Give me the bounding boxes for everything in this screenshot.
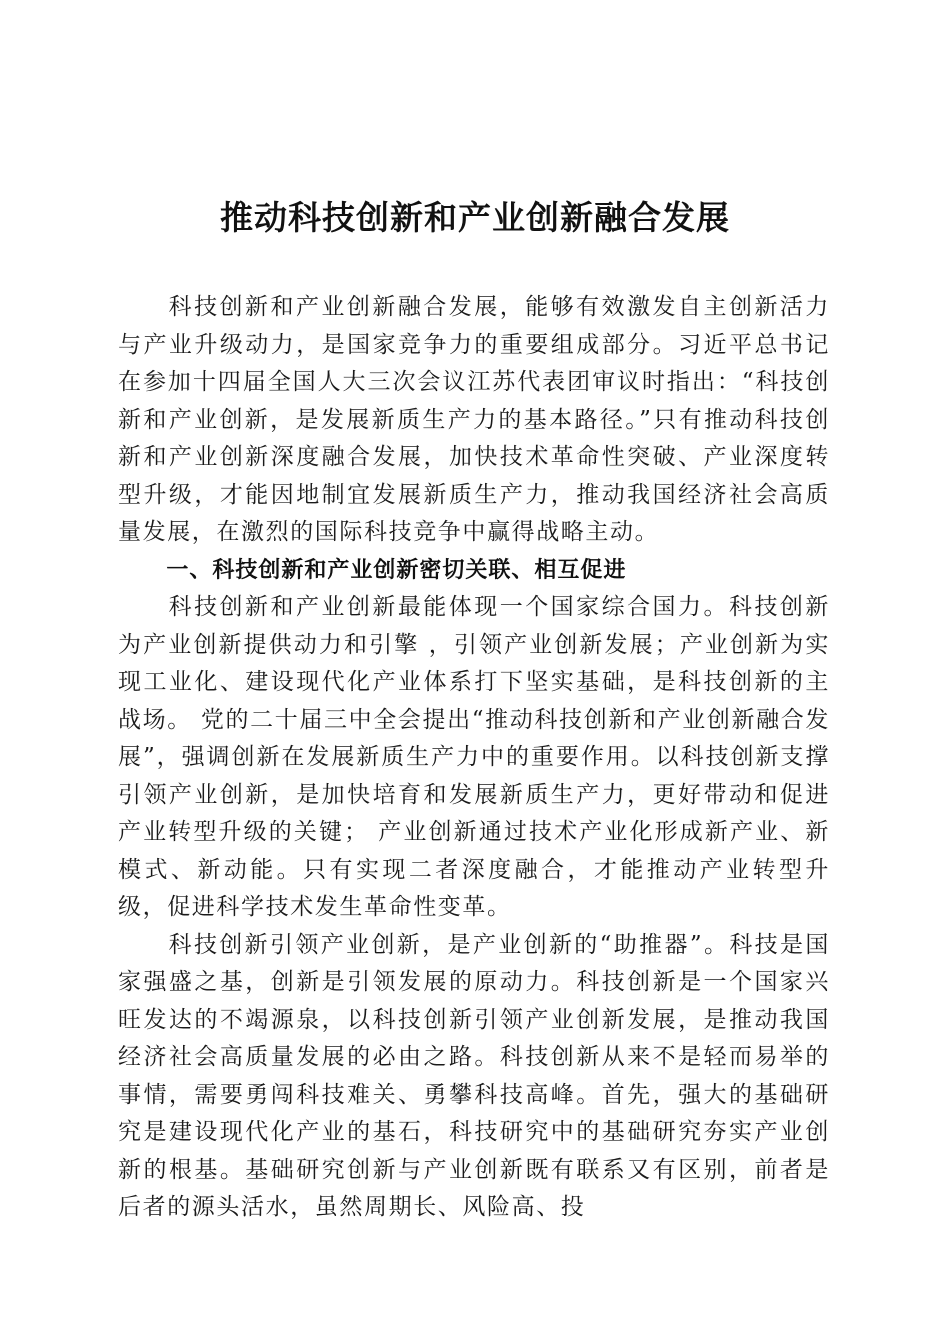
intro-paragraph: 科技创新和产业创新融合发展，能够有效激发自主创新活力与产业升级动力，是国家竞争力的重要组成部分。习近平总书记在参加十四届全国人大三次会议江苏代表团审议时指出：“科技创新和产业创新，是发展新质生产力的基本路径。”只有推动科技创新和产业创新深度融合发展，加快技术革命性突破、产业深度转型升级，才能因地制宜发展新质生产力，推动我国经济社会高质量发展，在激烈的国际科技竞争中赢得战略主动。: [118, 294, 830, 545]
document-body: [118, 289, 830, 1227]
section-paragraph: 科技创新引领产业创新，是产业创新的“助推器”。科技是国家强盛之基，创新是引领发展的原动力。科技创新是一个国家兴旺发达的不竭源泉，以科技创新引领产业创新发展，是推动我国经济社会高质量发展的必由之路。科技创新从来不是轻而易举的事情，需要勇闯科技难关、勇攀科技高峰。首先，强大的基础研究是建设现代化产业的基石，科技研究中的基础研究夯实产业创新的根基。基础研究创新与产业创新既有联系又有区别，前者是后者的源头活水，虽然周期长、风险高、投: [118, 931, 830, 1220]
document-title: 推动科技创新和产业创新融合发展: [220, 198, 730, 237]
section-paragraph: 科技创新和产业创新最能体现一个国家综合国力。科技创新为产业创新提供动力和引擎 ，引领产业创新发展；产业创新为实现工业化、建设现代化产业体系打下坚实基础，是科技创新的主战场。 党的二十届三中全会提出“推动科技创新和产业创新融合发展”，强调创新在发展新质生产力中的重要作用。以科技创新支撑引领产业创新，是加快培育和发展新质生产力，更好带动和促进产业转型升级的关键； 产业创新通过技术产业化形成新产业、新模式、新动能。只有实现二者深度融合，才能推动产业转型升级，促进科学技术发生革命性变革。: [118, 594, 830, 920]
section-heading: 一、科技创新和产业创新密切关联、相互促进: [166, 557, 627, 583]
